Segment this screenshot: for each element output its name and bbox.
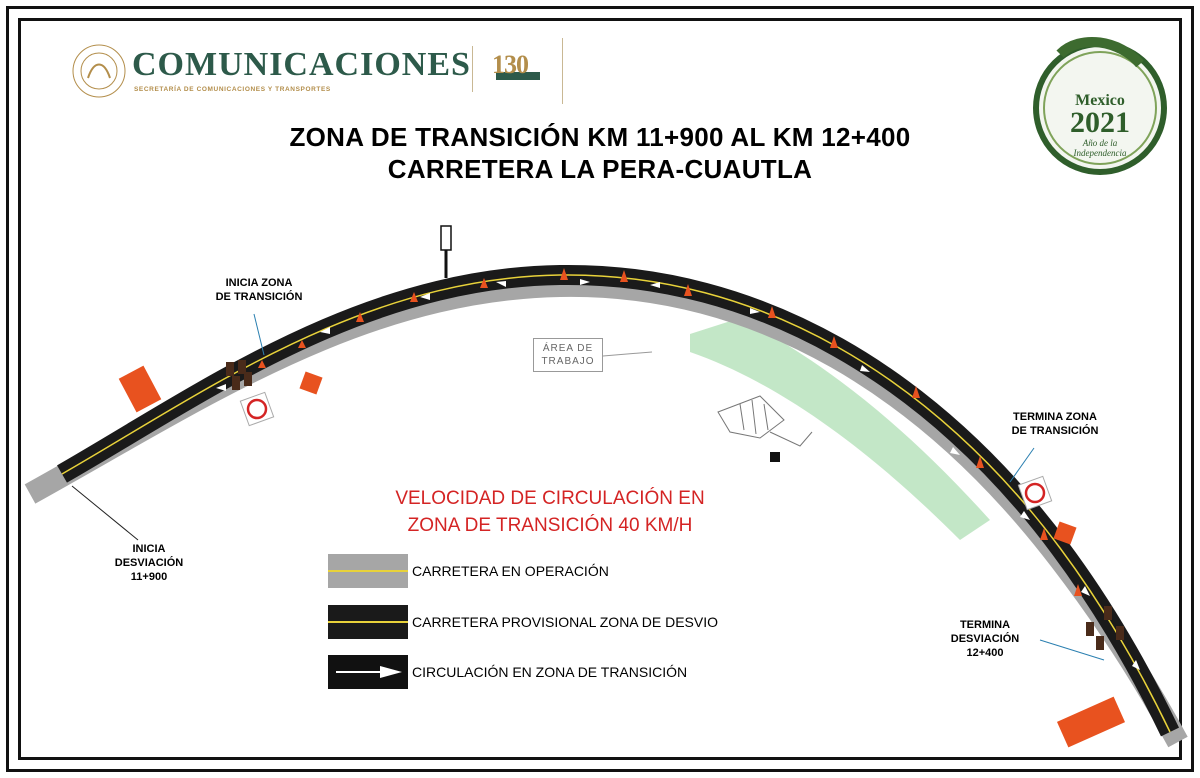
agency-subtitle: SECRETARÍA DE COMUNICACIONES Y TRANSPORTES xyxy=(134,86,331,93)
speed-line-2: ZONA DE TRANSICIÓN 40 KM/H xyxy=(407,515,693,536)
label-termina-desv-line1: TERMINA xyxy=(959,619,1011,631)
label-termina-zona-line2: DE TRANSICIÓN xyxy=(1011,425,1099,437)
label-inicia-zona xyxy=(204,276,314,304)
legend-label-circulation: CIRCULACIÓN EN ZONA DE TRANSICIÓN xyxy=(412,664,688,680)
seal-year: 2021 xyxy=(1070,106,1130,139)
agency-logo-text: COMUNICACIONES xyxy=(132,46,471,83)
label-inicia-desviacion xyxy=(94,542,204,584)
start-leader-line xyxy=(72,486,138,540)
label-inicia-desv-line2: DESVIACIÓN xyxy=(114,557,184,569)
logo-divider xyxy=(472,46,473,92)
orange-signs xyxy=(119,366,1125,748)
ruins-sketch xyxy=(718,396,812,462)
work-area-line1: ÁREA DE xyxy=(542,343,594,354)
label-inicia-desv-line3: 11+900 xyxy=(130,571,168,583)
label-termina-zona-line1: TERMINA ZONA xyxy=(1013,411,1097,423)
label-termina-desv-line2: DESVIACIÓN xyxy=(950,633,1020,645)
label-termina-desviacion xyxy=(930,618,1040,660)
logo-divider-2 xyxy=(562,38,563,104)
legend-label-provisional: CARRETERA PROVISIONAL ZONA DE DESVIO xyxy=(412,614,718,630)
label-inicia-zona-line1: INICIA ZONA xyxy=(225,277,293,289)
speed-line-1: VELOCIDAD DE CIRCULACIÓN EN xyxy=(395,488,705,509)
seal-caption: Año de la Independencia xyxy=(1073,138,1127,158)
legend-swatch-black xyxy=(328,605,408,639)
label-inicia-desv-line1: INICIA xyxy=(132,543,166,555)
seal-mexico: Mexico xyxy=(1075,92,1125,109)
work-area-leader xyxy=(603,352,652,356)
legend-label-operating: CARRETERA EN OPERACIÓN xyxy=(412,563,609,579)
label-termina-zona xyxy=(996,410,1114,438)
label-inicia-zona-line2: DE TRANSICIÓN xyxy=(215,291,303,303)
legend-swatch-arrow xyxy=(328,655,408,689)
label-termina-desv-line3: 12+400 xyxy=(966,647,1004,659)
info-sign-post xyxy=(441,226,451,278)
work-area-line2: TRABAJO xyxy=(541,356,595,367)
work-area-label xyxy=(533,338,603,372)
title-line-2: CARRETERA LA PERA-CUAUTLA xyxy=(387,154,813,184)
legend-swatch-grey xyxy=(328,554,408,588)
anniversary-number: 130 xyxy=(492,50,528,79)
title-line-1: ZONA DE TRANSICIÓN KM 11+900 AL KM 12+400 xyxy=(289,122,911,152)
coat-of-arms-emblem xyxy=(73,45,125,97)
